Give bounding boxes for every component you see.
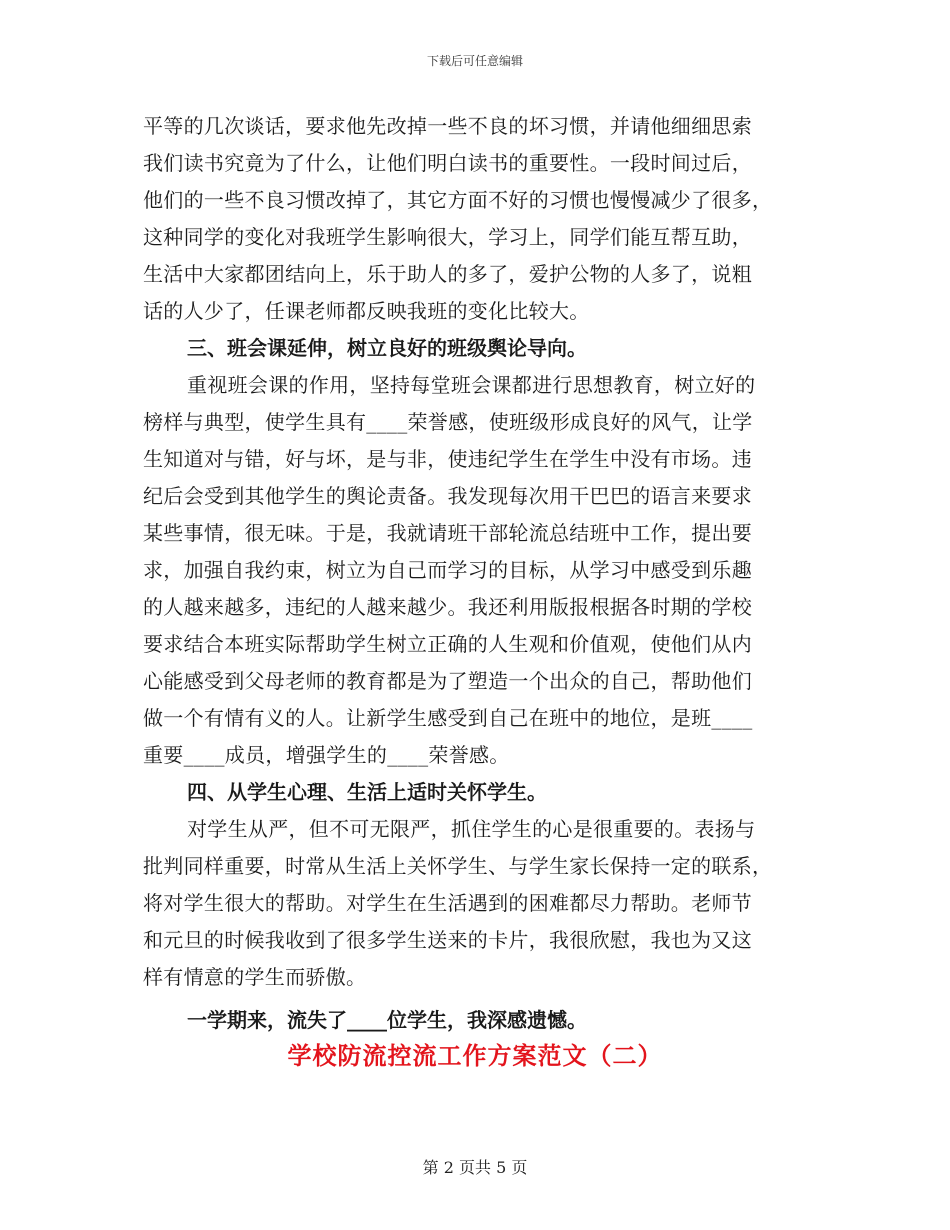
closing-statement: 一学期来，流失了____位学生，我深感遗憾。 xyxy=(187,1008,587,1032)
page-number: 第 2 页共 5 页 xyxy=(422,1158,528,1177)
header-note: 下载后可任意编辑 xyxy=(426,54,523,68)
section-heading-3: 三、班会课延伸，树立良好的班级舆论导向。 xyxy=(187,336,587,360)
text-line: 对学生从严，但不可无限严，抓住学生的心是很重要的。表扬与 xyxy=(187,817,756,841)
text-line: 做一个有情有义的人。让新学生感受到自己在班中的地位，是班____ xyxy=(143,706,753,730)
section-title: 学校防流控流工作方案范文（二） xyxy=(287,1042,663,1070)
text-line: 重要____成员，增强学生的____荣誉感。 xyxy=(143,743,510,767)
text-line: 我们读书究竟为了什么，让他们明白读书的重要性。一段时间过后， xyxy=(143,151,752,175)
paragraph-3 xyxy=(143,811,803,996)
text-line: 生活中大家都团结向上，乐于助人的多了，爱护公物的人多了，说粗 xyxy=(143,262,752,286)
text-line: 心能感受到父母老师的教育都是为了塑造一个出众的自己，帮助他们 xyxy=(143,669,752,693)
text-line: 样有情意的学生而骄傲。 xyxy=(143,965,367,989)
document-body xyxy=(143,108,803,1039)
text-line: 榜样与典型，使学生具有____荣誉感，使班级形成良好的风气，让学 xyxy=(143,410,753,434)
section-heading-4: 四、从学生心理、生活上适时关怀学生。 xyxy=(187,780,547,804)
text-line: 这种同学的变化对我班学生影响很大，学习上，同学们能互帮互助， xyxy=(143,225,752,249)
text-line: 将对学生很大的帮助。对学生在生活遇到的困难都尽力帮助。老师节 xyxy=(143,891,752,915)
text-line: 重视班会课的作用，坚持每堂班会课都进行思想教育，树立好的 xyxy=(187,373,756,397)
text-line: 的人越来越多，违纪的人越来越少。我还利用版报根据各时期的学校 xyxy=(143,595,752,619)
text-line: 纪后会受到其他学生的舆论责备。我发现每次用干巴巴的语言来要求 xyxy=(143,484,752,508)
paragraph-2 xyxy=(143,367,803,774)
text-line: 生知道对与错，好与坏，是与非，使违纪学生在学生中没有市场。违 xyxy=(143,447,752,471)
text-line: 批判同样重要，时常从生活上关怀学生、与学生家长保持一定的联系， xyxy=(143,854,773,878)
paragraph-1 xyxy=(143,108,803,330)
text-line: 他们的一些不良习惯改掉了，其它方面不好的习惯也慢慢减少了很多， xyxy=(143,188,773,212)
text-line: 求，加强自我约束，树立为自己而学习的目标，从学习中感受到乐趣 xyxy=(143,558,752,582)
text-line: 和元旦的时候我收到了很多学生送来的卡片，我很欣慰，我也为又这 xyxy=(143,928,752,952)
text-line: 话的人少了，任课老师都反映我班的变化比较大。 xyxy=(143,299,590,323)
text-line: 某些事情，很无味。于是，我就请班干部轮流总结班中工作，提出要 xyxy=(143,521,752,545)
text-line: 要求结合本班实际帮助学生树立正确的人生观和价值观，使他们从内 xyxy=(143,632,752,656)
text-line: 平等的几次谈话，要求他先改掉一些不良的坏习惯，并请他细细思索 xyxy=(143,114,752,138)
